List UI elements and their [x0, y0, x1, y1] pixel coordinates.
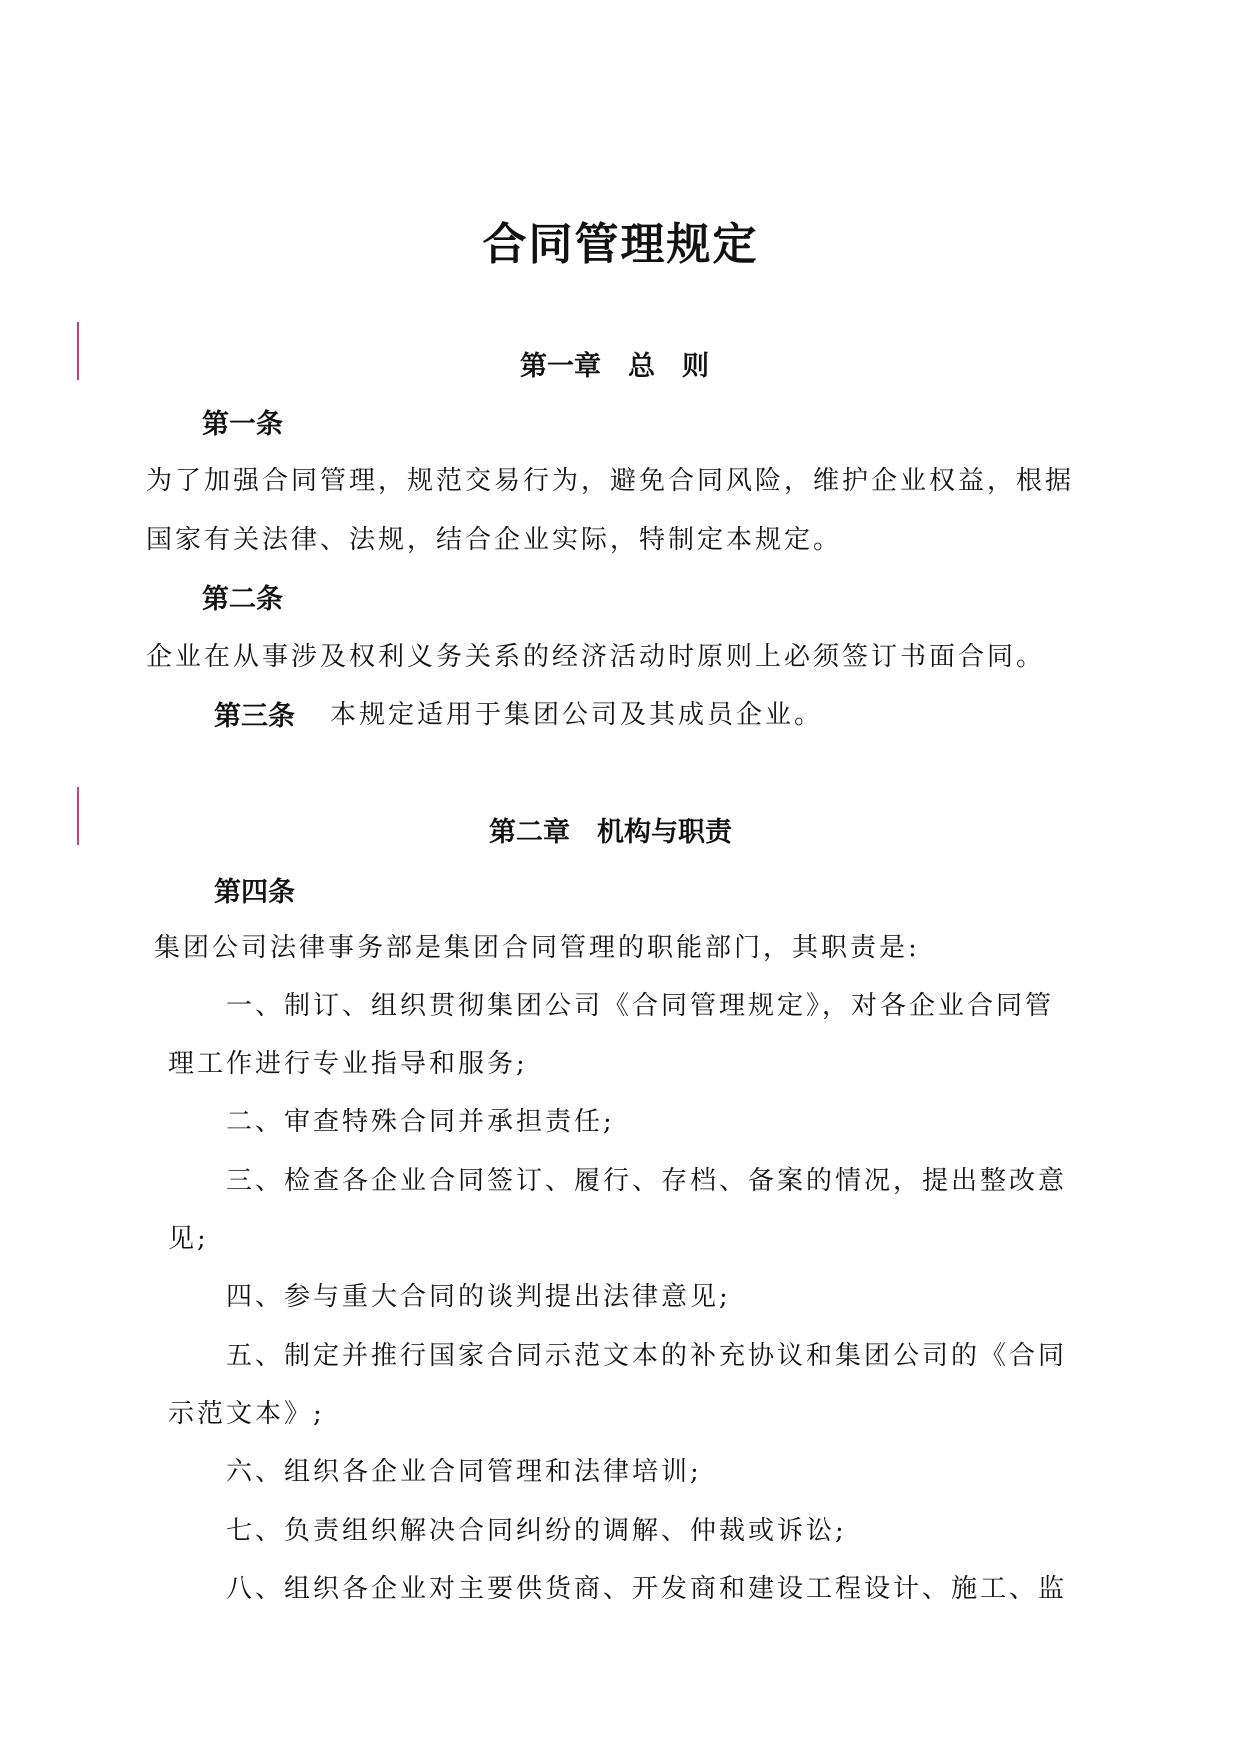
- list-item: 七、负责组织解决合同纠纷的调解、仲裁或诉讼;: [226, 1516, 847, 1546]
- list-item: 六、组织各企业合同管理和法律培训;: [226, 1457, 702, 1487]
- list-item: 八、组织各企业对主要供货商、开发商和建设工程设计、施工、监: [226, 1574, 1068, 1604]
- document-title: 合同管理规定: [482, 219, 759, 270]
- article-text-line: 企业在从事涉及权利义务关系的经济活动时原则上必须签订书面合同。: [146, 642, 1046, 672]
- list-item: 四、参与重大合同的谈判提出法律意见;: [226, 1282, 731, 1312]
- chapter-heading: 第一章 总 则: [520, 351, 709, 382]
- revision-marker: [77, 322, 79, 380]
- article-label: 第三条: [214, 701, 295, 732]
- list-item: 理工作进行专业指导和服务;: [168, 1049, 528, 1079]
- article-text-line: 为了加强合同管理，规范交易行为，避免合同风险，维护企业权益，根据: [146, 466, 1075, 496]
- article-label: 第二条: [202, 584, 283, 615]
- list-item: 三、检查各企业合同签订、履行、存档、备案的情况，提出整改意: [226, 1166, 1068, 1196]
- article-text-line: 集团公司法律事务部是集团合同管理的职能部门，其职责是:: [154, 933, 920, 963]
- list-item: 一、制订、组织贯彻集团公司《合同管理规定》，对各企业合同管: [226, 991, 1055, 1021]
- list-item: 五、制定并推行国家合同示范文本的补充协议和集团公司的《合同: [226, 1341, 1068, 1371]
- revision-marker: [77, 787, 79, 845]
- list-item: 二、审查特殊合同并承担责任;: [226, 1107, 615, 1137]
- article-label: 第四条: [214, 877, 295, 908]
- article-text-line: 国家有关法律、法规，结合企业实际，特制定本规定。: [146, 525, 843, 555]
- article-text-line: 本规定适用于集团公司及其成员企业。: [330, 700, 824, 730]
- list-item: 见;: [168, 1224, 209, 1254]
- article-label: 第一条: [202, 409, 283, 440]
- chapter-heading: 第二章 机构与职责: [489, 817, 732, 848]
- list-item: 示范文本》;: [168, 1399, 325, 1429]
